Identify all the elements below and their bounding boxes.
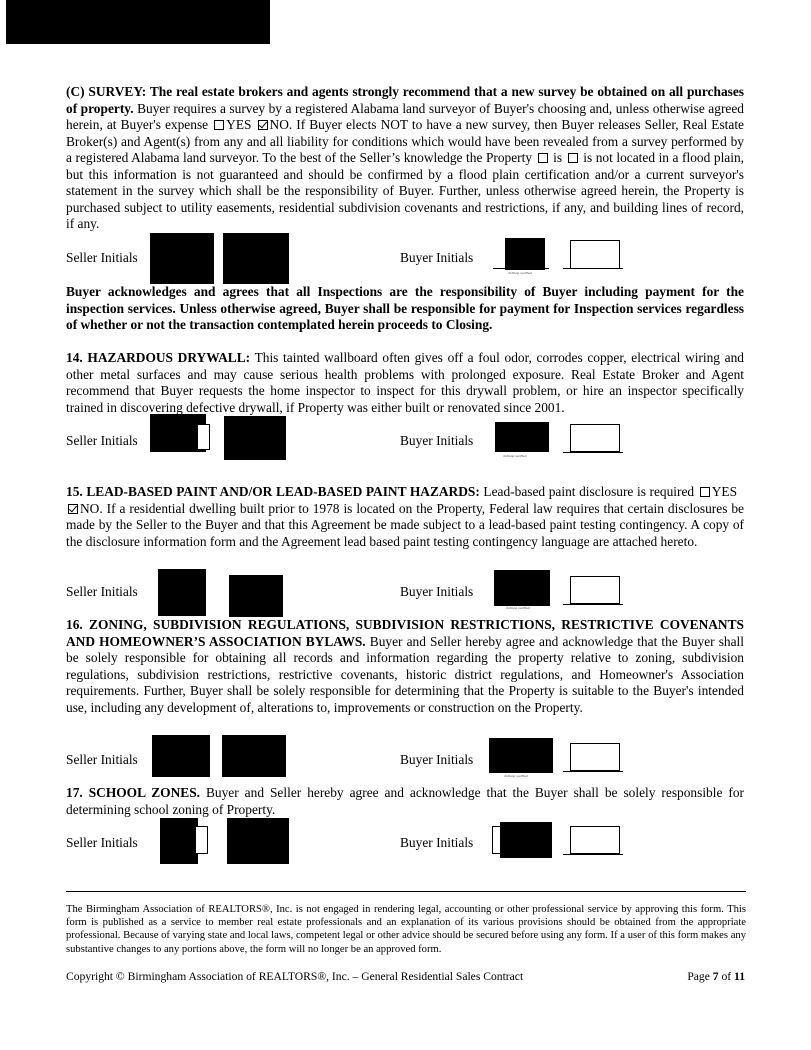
buyer-initials-redaction bbox=[489, 738, 553, 773]
buyer-initials-box[interactable] bbox=[570, 424, 620, 452]
buyer-initials-box[interactable] bbox=[570, 576, 620, 604]
seller-initials-redaction bbox=[224, 416, 286, 460]
survey-yes-label: YES bbox=[226, 117, 252, 132]
survey-heading: (C) SURVEY: The real estate brokers and agents strongly recommend that a new survey be obtained on all purchases of property. bbox=[66, 84, 744, 116]
seller-initials-redaction bbox=[160, 818, 198, 864]
seller-initials-label: Seller Initials bbox=[66, 584, 138, 599]
buyer-initials-label: Buyer Initials bbox=[400, 433, 474, 448]
inspection-note bbox=[66, 284, 744, 334]
buyer-initials-box[interactable] bbox=[570, 743, 620, 771]
survey-text-b: If Buyer elects NOT to have a new survey, then Buyer releases Seller, Real Estate Broker(s) and Agent(s) from any and all liability for conditions which would have been revealed from a survey performed by a registered Alabama land surveyor. To the best of the Seller’s knowledge the Property bbox=[66, 117, 744, 165]
footer-divider bbox=[66, 891, 746, 892]
school-text: Buyer and Seller hereby agree and acknowledge that the Buyer shall be solely responsible for determining school zoning of Property. bbox=[66, 785, 744, 817]
seller-initials-redaction bbox=[158, 569, 206, 616]
seller-initials-redaction bbox=[150, 233, 214, 284]
buyer-initials-redaction bbox=[505, 238, 545, 270]
footer-disclaimer: The Birmingham Association of REALTORS®, Inc. is not engaged in rendering legal, accounting or other professional service by approving this form. This form is published as a service to member real estate professionals and an explanation of its various provisions should be obtained from the appropriate professional. Because of varying state and local laws, competent legal or other advice should be secured before using any form. If a user of this form makes any substantive changes to any portions above, the form will no longer be an approved form. bbox=[66, 904, 746, 955]
inspection-note-text: Buyer acknowledges and agrees that all Inspections are the responsibility of Buyer including payment for the inspection services. Unless otherwise agreed, Buyer shall be responsible for payment for Inspection services regardless of whether or not the transaction contemplated herein proceeds to Closing. bbox=[66, 284, 744, 332]
lead-paragraph bbox=[66, 484, 744, 550]
buyer-initials-label: Buyer Initials bbox=[400, 835, 474, 850]
seller-initials-label: Seller Initials bbox=[66, 752, 138, 767]
initials-underline bbox=[563, 854, 623, 855]
flood-is-not-checkbox[interactable] bbox=[568, 153, 578, 163]
initials-underline bbox=[493, 268, 549, 269]
seller-initials-redaction bbox=[222, 735, 286, 777]
lead-no-label: NO. bbox=[80, 500, 103, 516]
seller-initials-label: Seller Initials bbox=[66, 835, 138, 850]
buyer-initials-label: Buyer Initials bbox=[400, 250, 474, 265]
buyer-initials-redaction bbox=[495, 422, 549, 452]
lead-yes-checkbox[interactable] bbox=[700, 487, 710, 497]
seller-initials-label: Seller Initials bbox=[66, 250, 138, 265]
seller-initials-redaction bbox=[229, 575, 283, 617]
page-current: 7 bbox=[712, 970, 719, 983]
seller-initials-box[interactable] bbox=[198, 424, 210, 450]
page-prefix: Page bbox=[687, 970, 713, 983]
buyer-initials-redaction bbox=[500, 822, 552, 858]
buyer-initials-redaction bbox=[494, 570, 550, 606]
zoning-text: Buyer and Seller hereby agree and acknowledge that the Buyer shall be solely responsible for obtaining all records and information regarding the property relative to zoning, subdivision regulations, subdivision restrictions, restrictive covenants, historic district regulations, and Homeowner's Association requirements. Further, Buyer shall be solely responsible for determining that the Property is suitable to the Buyer's intended use, including any development of, alterations to, improvements or construction on the Property. bbox=[66, 633, 744, 715]
page-of: of bbox=[718, 970, 735, 983]
school-paragraph bbox=[66, 785, 744, 818]
initials-underline bbox=[563, 604, 623, 605]
dotloop-stamp: dotloop verified bbox=[508, 271, 532, 275]
flood-is-checkbox[interactable] bbox=[538, 153, 548, 163]
lead-text-a: Lead-based paint disclosure is required bbox=[479, 484, 698, 499]
seller-initials-label: Seller Initials bbox=[66, 433, 138, 448]
zoning-paragraph bbox=[66, 617, 744, 716]
initials-underline bbox=[563, 268, 623, 269]
dotloop-stamp: dotloop verified bbox=[506, 606, 530, 610]
survey-no-checkbox[interactable] bbox=[258, 120, 268, 130]
seller-initials-redaction bbox=[152, 735, 210, 777]
seller-initials-redaction bbox=[223, 233, 289, 284]
seller-initials-redaction bbox=[227, 818, 289, 864]
buyer-initials-label: Buyer Initials bbox=[400, 584, 474, 599]
footer-copyright: Copyright © Birmingham Association of REALTORS®, Inc. – General Residential Sales Contract bbox=[66, 970, 524, 983]
survey-no-label: NO. bbox=[269, 117, 293, 132]
lead-yes-label: YES bbox=[711, 484, 738, 499]
drywall-paragraph bbox=[66, 350, 744, 416]
header-redaction bbox=[6, 0, 270, 44]
survey-text-a: Buyer requires a survey by a registered Alabama land surveyor of Buyer's choosing and, unless otherwise agreed herein, at Buyer's expense bbox=[66, 100, 744, 132]
initials-underline bbox=[563, 771, 623, 772]
zoning-heading: 16. ZONING, SUBDIVISION REGULATIONS, SUBDIVISION RESTRICTIONS, RESTRICTIVE COVENANTS AND HOMEOWNER’S ASSOCIATION BYLAWS. bbox=[66, 617, 744, 649]
page-total: 11 bbox=[734, 970, 745, 983]
lead-heading: 15. LEAD-BASED PAINT AND/OR LEAD-BASED PAINT HAZARDS: bbox=[66, 484, 480, 499]
dotloop-stamp: dotloop verified bbox=[503, 454, 527, 458]
buyer-initials-box[interactable] bbox=[570, 240, 620, 269]
survey-paragraph bbox=[66, 84, 744, 233]
survey-text-c: is not located in a flood plain, but this information is not guaranteed and should be confirmed by a flood plain certification and/or a current surveyor's statement in the survey which shall be the responsibility of Buyer. Further, unless otherwise agreed herein, the Property is purchased subject to utility easements, residential subdivision covenants and restrictions, if any, and building lines of record, if any. bbox=[66, 150, 744, 231]
survey-is-label: is bbox=[549, 150, 566, 165]
drywall-text: This tainted wallboard often gives off a foul odor, corrodes copper, electrical wiring and other metal surfaces and may cause serious health problems with prolonged exposure. Real Estate Broker and Agent recommend that Buyer requests the home inspector to inspect for this drywall problem, or hire an inspector specifically trained in discovering defective drywall, if Property was either built or renovated since 2001. bbox=[66, 350, 745, 415]
survey-yes-checkbox[interactable] bbox=[214, 120, 224, 130]
school-heading: 17. SCHOOL ZONES. bbox=[66, 785, 200, 800]
page-number bbox=[687, 970, 745, 983]
lead-no-checkbox[interactable] bbox=[68, 504, 78, 514]
initials-underline bbox=[563, 452, 623, 453]
buyer-initials-box[interactable] bbox=[570, 826, 620, 854]
lead-text-b: If a residential dwelling built prior to 1978 is located on the Property, Federal law requires that certain disclosures be made by the Seller to the Buyer and that this Agreement be made subject to a lead-based paint testing contingency. A copy of the disclosure information form and the Agreement lead based paint testing contingency language are attached hereto. bbox=[66, 500, 744, 549]
drywall-heading: 14. HAZARDOUS DRYWALL: bbox=[66, 350, 251, 365]
dotloop-stamp: dotloop verified bbox=[504, 774, 528, 778]
buyer-initials-label: Buyer Initials bbox=[400, 752, 474, 767]
seller-initials-box[interactable] bbox=[196, 826, 208, 854]
